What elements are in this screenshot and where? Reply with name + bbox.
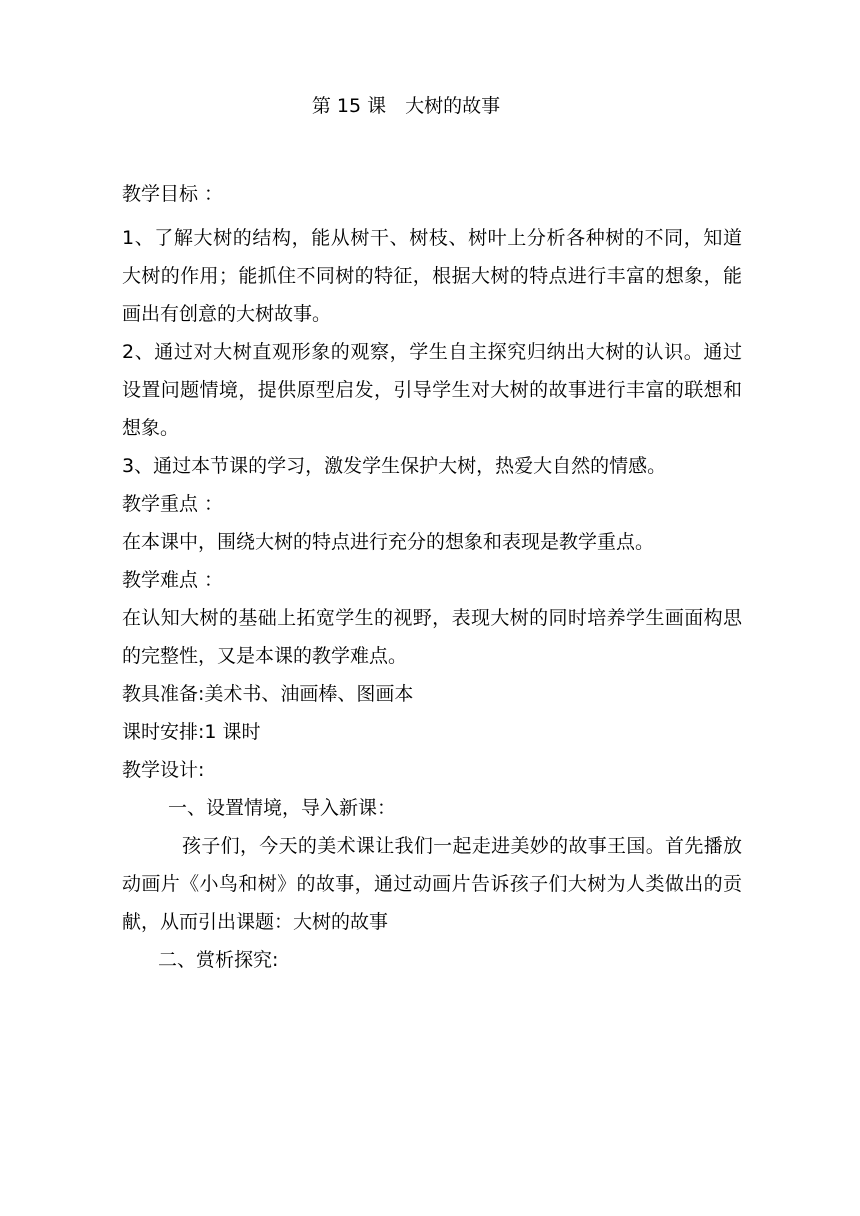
step-1-heading: 一、设置情境，导入新课： (168, 797, 397, 819)
difficulty-paragraph: 在认知大树的基础上拓宽学生的视野，表现大树的同时培养学生画面构思的完整性，又是本课的教学难点。 (122, 607, 742, 667)
step-1-paragraph: 孩子们，今天的美术课让我们一起走进美妙的故事王国。首先播放动画片《小鸟和树》的故事，通过动画片告诉孩子们大树为人类做出的贡献，从而引出课题：大树的故事 (122, 835, 742, 933)
design-heading: 教学设计: (122, 759, 205, 781)
key-heading: 教学重点 ： (122, 493, 224, 515)
goal-1-paragraph: 1、了解大树的结构，能从树干、树枝、树叶上分析各种树的不同，知道大树的作用；能抓住不同树的特征，根据大树的特点进行丰富的想象，能画出有创意的大树故事。 (122, 227, 742, 325)
lesson-body (122, 175, 742, 979)
goals-heading: 教学目标 ： (122, 183, 224, 205)
step-2-heading: 二、赏析探究: (158, 949, 279, 971)
materials-line: 教具准备:美术书、油画棒、图画本 (122, 683, 414, 705)
key-paragraph: 在本课中，围绕大树的特点进行充分的想象和表现是教学重点。 (122, 531, 655, 553)
goal-3-paragraph: 3、通过本节课的学习，激发学生保护大树，热爱大自然的情感。 (122, 455, 667, 477)
goal-2-paragraph: 2、通过对大树直观形象的观察，学生自主探究归纳出大树的认识。通过设置问题情境，提供原型启发，引导学生对大树的故事进行丰富的联想和想象。 (122, 341, 742, 439)
difficulty-heading: 教学难点 ： (122, 569, 224, 591)
schedule-line: 课时安排:1 课时 (122, 721, 261, 743)
lesson-title: 第 15 课 大树的故事 (311, 95, 501, 117)
